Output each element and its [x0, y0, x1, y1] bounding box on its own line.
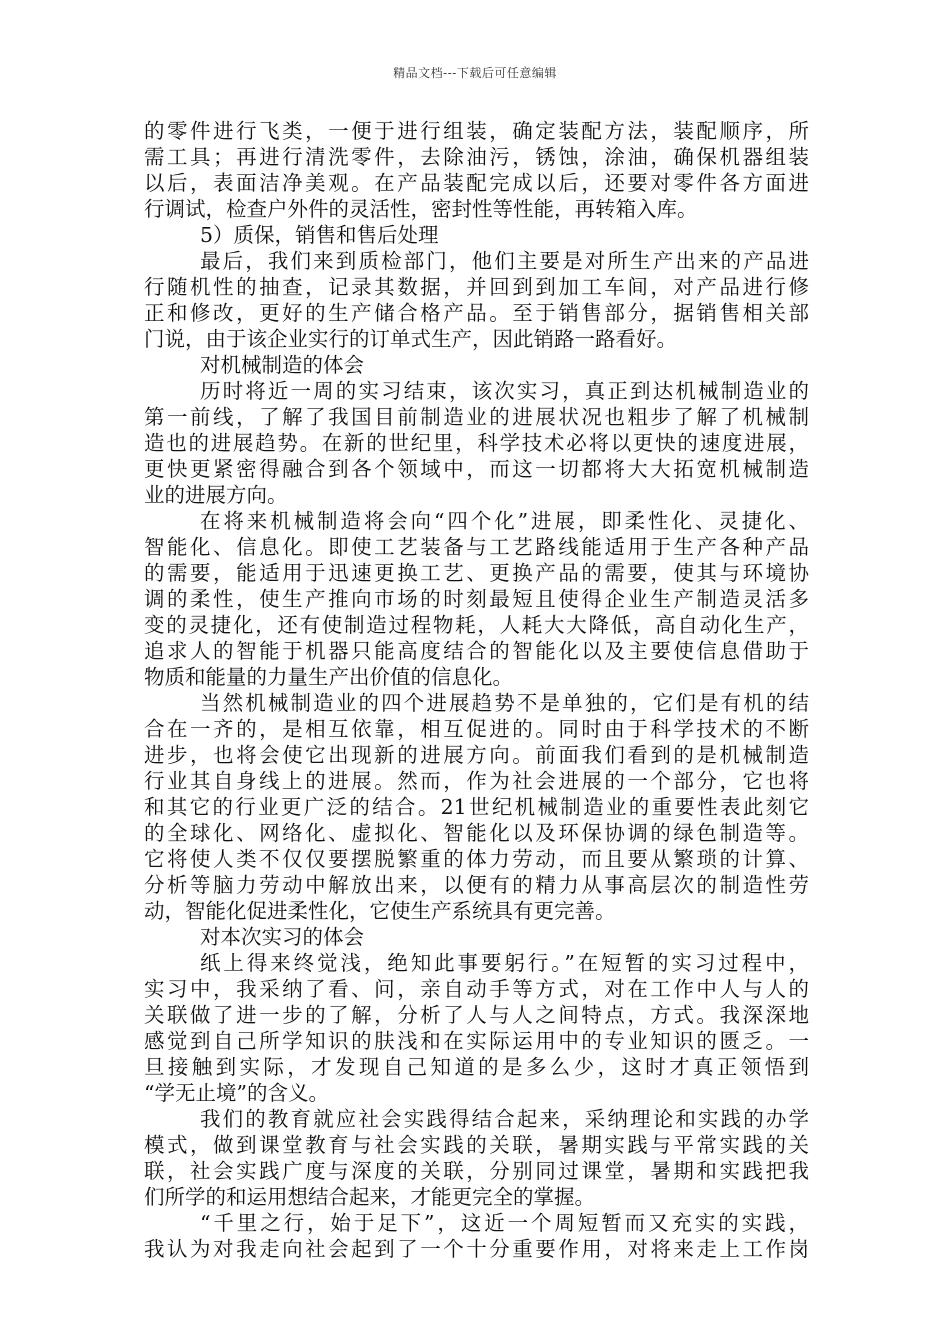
- text-line: 分析等脑力劳动中解放出来，以便有的精力从事高层次的制造性劳: [144, 873, 809, 897]
- text-line: 们所学的和运用想结合起来，才能更完全的掌握。: [144, 1185, 595, 1209]
- text-line: 追求人的智能于机器只能高度结合的智能化以及主要使信息借助于: [144, 639, 809, 663]
- text-line: 动，智能化促进柔性化，它使生产系统具有更完善。: [144, 899, 616, 923]
- text-line: 它将使人类不仅仅要摆脱繁重的体力劳动，而且要从繁琐的计算、: [144, 847, 809, 871]
- text-line: 旦接触到实际，才发现自己知道的是多么少，这时才真正领悟到: [144, 1055, 809, 1079]
- text-line: 进步，也将会使它出现新的进展方向。前面我们看到的是机械制造: [144, 743, 809, 767]
- text-line: “千里之行，始于足下”，这近一个周短暂而又充实的实践，: [200, 1211, 809, 1235]
- text-line: 行调试，检查户外件的灵活性，密封性等性能，再转箱入库。: [144, 197, 698, 221]
- text-line: 联，社会实践广度与深度的关联，分别同过课堂，暑期和实践把我: [144, 1159, 809, 1183]
- text-line: 需工具；再进行清洗零件，去除油污，锈蚀，涂油，确保机器组装: [144, 145, 809, 169]
- text-line: 我们的教育就应社会实践得结合起来，采纳理论和实践的办学: [200, 1107, 809, 1131]
- text-line: 变的灵捷化，还有使制造过程物耗，人耗大大降低，高自动化生产，: [144, 613, 809, 637]
- text-line: 我认为对我走向社会起到了一个十分重要作用，对将来走上工作岗: [144, 1237, 809, 1261]
- text-line: 对机械制造的体会: [200, 353, 364, 377]
- text-line: 门说，由于该企业实行的订单式生产，因此销路一路看好。: [144, 327, 677, 351]
- text-line: 造也的进展趋势。在新的世纪里，科学技术必将以更快的速度进展，: [144, 431, 809, 455]
- text-line: “学无止境”的含义。: [144, 1081, 329, 1105]
- text-line: 行随机性的抽查，记录其数据，并回到到加工车间，对产品进行修: [144, 275, 809, 299]
- text-line: 调的柔性，使生产推向市场的时刻最短且使得企业生产制造灵活多: [144, 587, 809, 611]
- text-line: 的全球化、网络化、虚拟化、智能化以及环保协调的绿色制造等。: [144, 821, 809, 845]
- text-line: 物质和能量的力量生产出价值的信息化。: [144, 665, 513, 689]
- text-line: 第一前线，了解了我国目前制造业的进展状况也粗步了解了机械制: [144, 405, 809, 429]
- text-line: 业的进展方向。: [144, 483, 288, 507]
- document-body: [144, 118, 809, 1262]
- text-line: 对本次实习的体会: [200, 925, 364, 949]
- text-line: 智能化、信息化。即使工艺装备与工艺路线能适用于生产各种产品: [144, 535, 809, 559]
- text-line: 纸上得来终觉浅，绝知此事要躬行。”在短暂的实习过程中，: [200, 951, 809, 975]
- text-line: 模式，做到课堂教育与社会实践的关联，暑期实践与平常实践的关: [144, 1133, 809, 1157]
- text-line: 感觉到自己所学知识的肤浅和在实际运用中的专业知识的匮乏。一: [144, 1029, 809, 1053]
- text-line: 5）质保，销售和售后处理: [200, 223, 439, 247]
- text-line: 行业其自身线上的进展。然而，作为社会进展的一个部分，它也将: [144, 769, 809, 793]
- text-line: 最后，我们来到质检部门，他们主要是对所生产出来的产品进: [200, 249, 809, 273]
- text-line: 在将来机械制造将会向“四个化”进展，即柔性化、灵捷化、: [200, 509, 809, 533]
- text-line: 的零件进行飞类，一便于进行组装，确定装配方法，装配顺序，所: [144, 119, 809, 143]
- text-line: 关联做了进一步的了解，分析了人与人之间特点，方式。我深深地: [144, 1003, 809, 1027]
- text-line: 历时将近一周的实习结束，该次实习，真正到达机械制造业的: [200, 379, 809, 403]
- page-header: 精品文档---下载后可任意编辑: [393, 66, 557, 80]
- text-line: 更快更紧密得融合到各个领域中，而这一切都将大大拓宽机械制造: [144, 457, 809, 481]
- text-line: 当然机械制造业的四个进展趋势不是单独的，它们是有机的结: [200, 691, 809, 715]
- text-line: 实习中，我采纳了看、问，亲自动手等方式，对在工作中人与人的: [144, 977, 809, 1001]
- text-line: 以后，表面洁净美观。在产品装配完成以后，还要对零件各方面进: [144, 171, 809, 195]
- text-line: 合在一齐的，是相互依靠，相互促进的。同时由于科学技术的不断: [144, 717, 809, 741]
- text-line: 正和修改，更好的生产储合格产品。至于销售部分，据销售相关部: [144, 301, 809, 325]
- text-line: 的需要，能适用于迅速更换工艺、更换产品的需要，使其与环境协: [144, 561, 809, 585]
- text-line: 和其它的行业更广泛的结合。21世纪机械制造业的重要性表此刻它: [144, 795, 809, 819]
